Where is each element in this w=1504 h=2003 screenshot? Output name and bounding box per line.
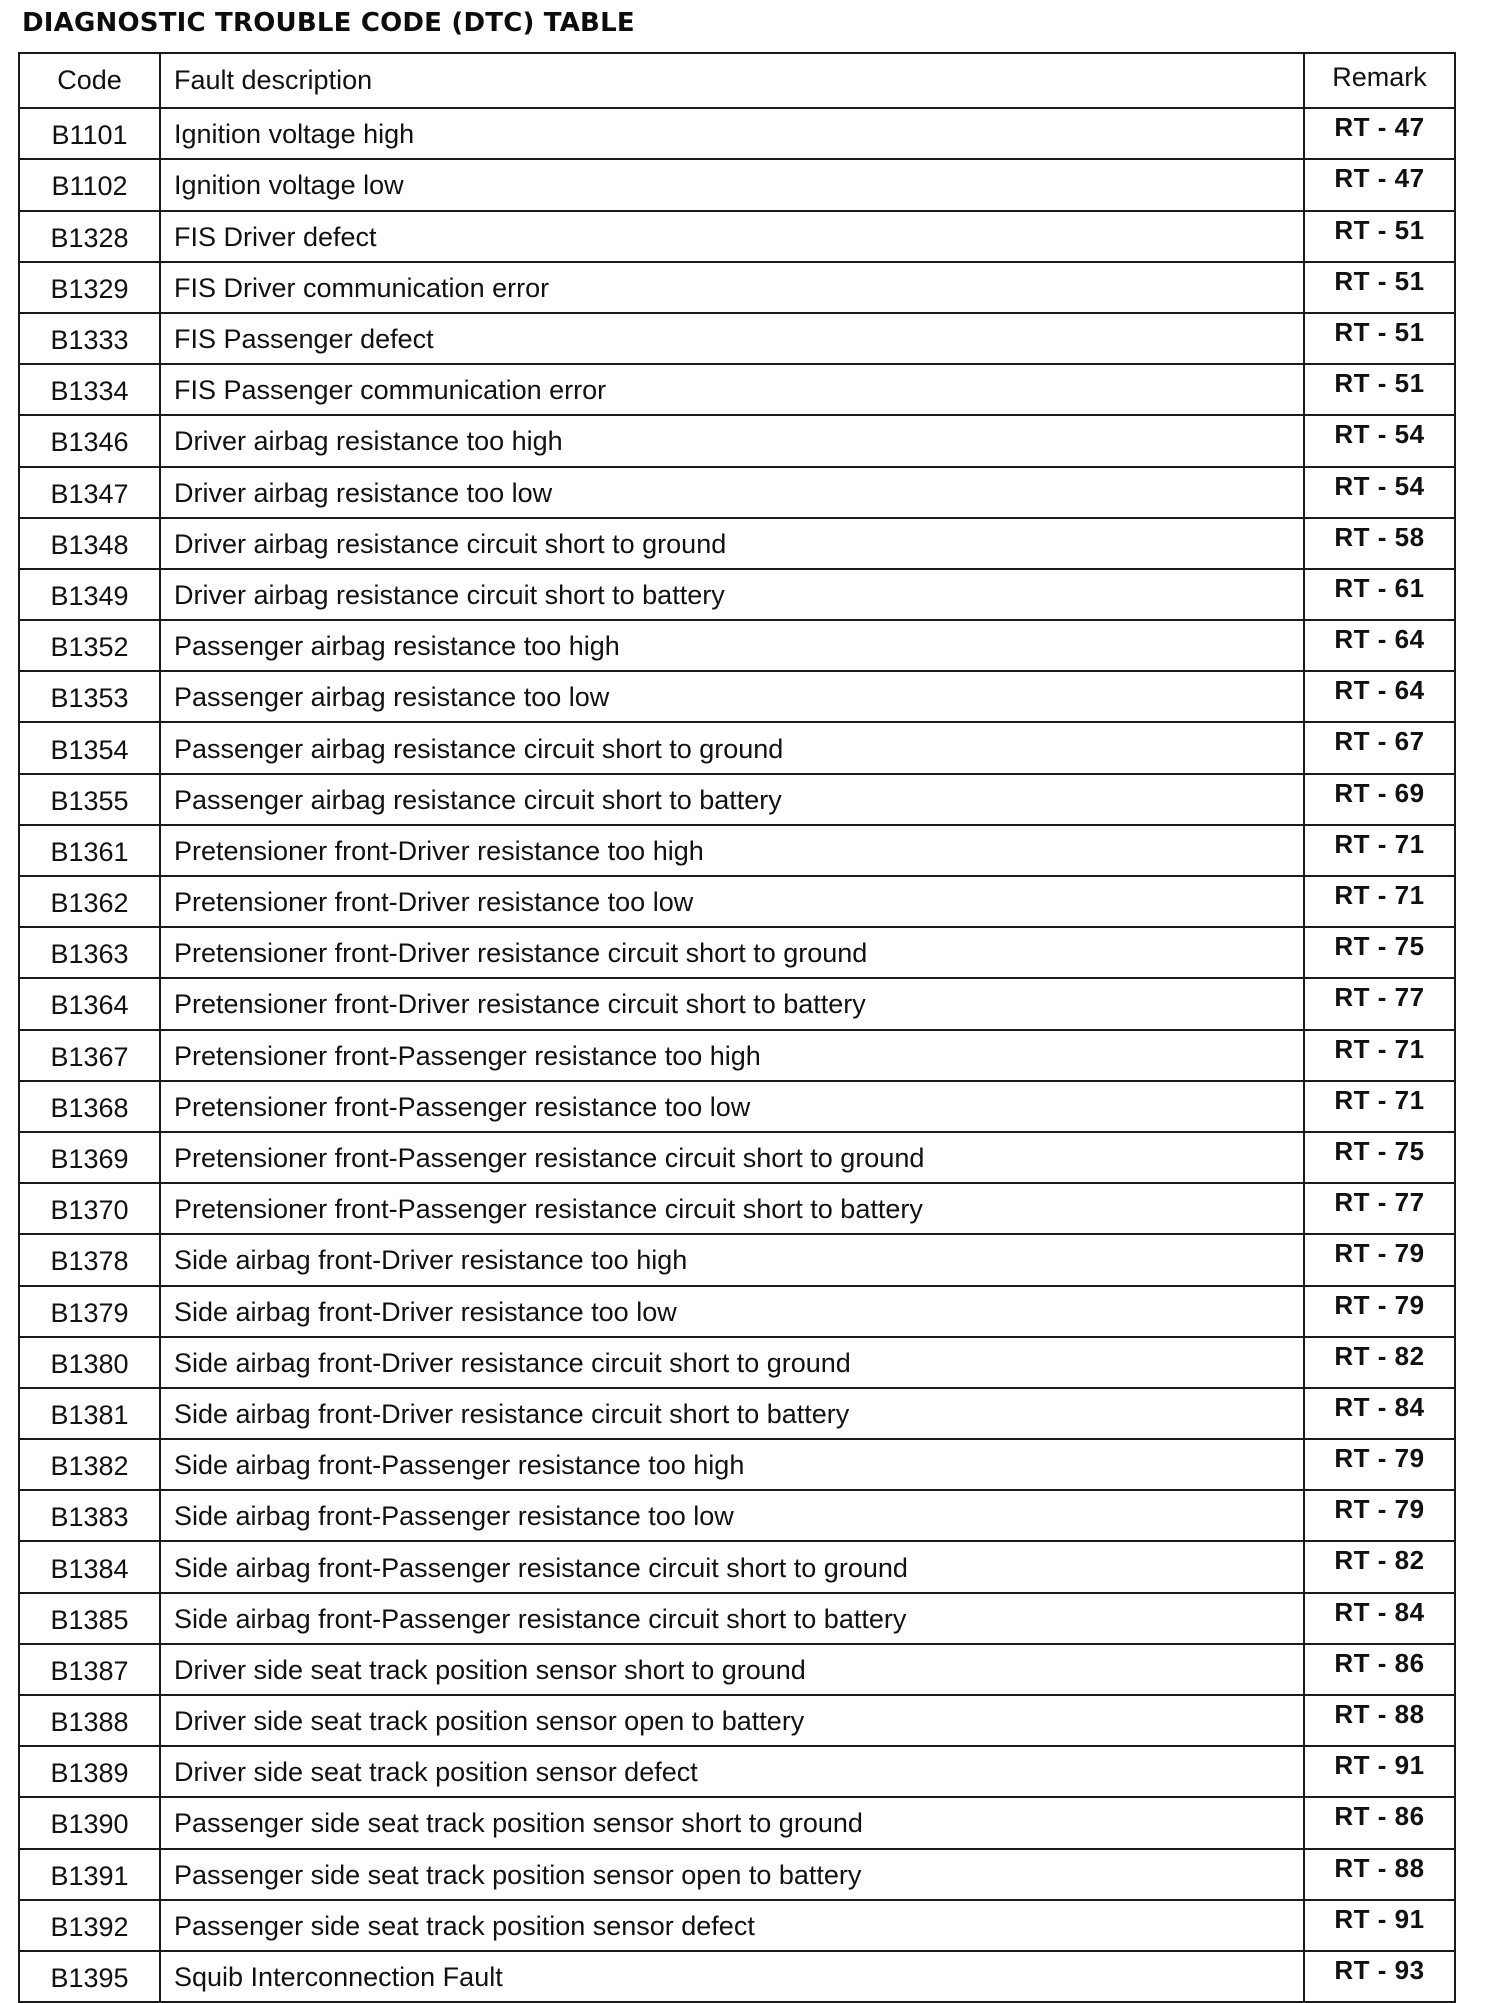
table-row	[19, 262, 1455, 313]
header-row	[19, 53, 1455, 108]
fault-description-cell: FIS Driver communication error	[160, 262, 1304, 313]
table-row	[19, 1337, 1455, 1388]
remark-cell: RT - 51	[1304, 211, 1455, 262]
fault-description-cell: FIS Passenger defect	[160, 313, 1304, 364]
remark-cell: RT - 47	[1304, 108, 1455, 159]
remark-cell: RT - 84	[1304, 1388, 1455, 1439]
table-header	[19, 53, 1455, 108]
dtc-code-cell: B1369	[19, 1132, 160, 1183]
fault-description-cell: Pretensioner front-Passenger resistance circuit short to battery	[160, 1183, 1304, 1234]
dtc-code-cell: B1347	[19, 467, 160, 518]
remark-cell: RT - 67	[1304, 722, 1455, 773]
fault-description-cell: Ignition voltage low	[160, 159, 1304, 210]
remark-cell: RT - 86	[1304, 1644, 1455, 1695]
table-row	[19, 1746, 1455, 1797]
table-row	[19, 1286, 1455, 1337]
remark-cell: RT - 51	[1304, 313, 1455, 364]
table-row	[19, 108, 1455, 159]
dtc-code-cell: B1328	[19, 211, 160, 262]
dtc-code-cell: B1367	[19, 1030, 160, 1081]
table-row	[19, 467, 1455, 518]
table-row	[19, 1541, 1455, 1592]
table-row	[19, 978, 1455, 1029]
column-header-description: Fault description	[160, 53, 1304, 108]
remark-cell: RT - 71	[1304, 1081, 1455, 1132]
fault-description-cell: Passenger side seat track position sensor short to ground	[160, 1797, 1304, 1848]
fault-description-cell: Ignition voltage high	[160, 108, 1304, 159]
table-row	[19, 825, 1455, 876]
remark-cell: RT - 79	[1304, 1286, 1455, 1337]
remark-cell: RT - 61	[1304, 569, 1455, 620]
remark-cell: RT - 82	[1304, 1541, 1455, 1592]
remark-cell: RT - 84	[1304, 1593, 1455, 1644]
fault-description-cell: Squib Interconnection Fault	[160, 1951, 1304, 2002]
remark-cell: RT - 64	[1304, 671, 1455, 722]
dtc-code-cell: B1379	[19, 1286, 160, 1337]
dtc-code-cell: B1102	[19, 159, 160, 210]
dtc-code-cell: B1364	[19, 978, 160, 1029]
remark-cell: RT - 91	[1304, 1900, 1455, 1951]
remark-cell: RT - 79	[1304, 1490, 1455, 1541]
dtc-code-cell: B1388	[19, 1695, 160, 1746]
remark-cell: RT - 75	[1304, 927, 1455, 978]
table-row	[19, 1030, 1455, 1081]
remark-cell: RT - 54	[1304, 467, 1455, 518]
table-row	[19, 876, 1455, 927]
table-row	[19, 1183, 1455, 1234]
remark-cell: RT - 79	[1304, 1234, 1455, 1285]
dtc-code-cell: B1380	[19, 1337, 160, 1388]
dtc-code-cell: B1349	[19, 569, 160, 620]
dtc-code-cell: B1381	[19, 1388, 160, 1439]
fault-description-cell: Side airbag front-Driver resistance circuit short to ground	[160, 1337, 1304, 1388]
remark-cell: RT - 79	[1304, 1439, 1455, 1490]
table-row	[19, 211, 1455, 262]
fault-description-cell: FIS Passenger communication error	[160, 364, 1304, 415]
remark-cell: RT - 77	[1304, 1183, 1455, 1234]
table-row	[19, 1695, 1455, 1746]
dtc-code-cell: B1378	[19, 1234, 160, 1285]
column-header-code: Code	[19, 53, 160, 108]
table-row	[19, 774, 1455, 825]
dtc-code-cell: B1362	[19, 876, 160, 927]
table-row	[19, 1849, 1455, 1900]
dtc-code-cell: B1355	[19, 774, 160, 825]
table-row	[19, 1951, 1455, 2002]
dtc-code-cell: B1383	[19, 1490, 160, 1541]
dtc-code-cell: B1348	[19, 518, 160, 569]
dtc-code-cell: B1391	[19, 1849, 160, 1900]
remark-cell: RT - 71	[1304, 825, 1455, 876]
table-row	[19, 927, 1455, 978]
fault-description-cell: Driver side seat track position sensor open to battery	[160, 1695, 1304, 1746]
dtc-code-cell: B1392	[19, 1900, 160, 1951]
table-row	[19, 1900, 1455, 1951]
remark-cell: RT - 91	[1304, 1746, 1455, 1797]
fault-description-cell: Side airbag front-Driver resistance too low	[160, 1286, 1304, 1337]
fault-description-cell: FIS Driver defect	[160, 211, 1304, 262]
remark-cell: RT - 71	[1304, 1030, 1455, 1081]
fault-description-cell: Driver side seat track position sensor short to ground	[160, 1644, 1304, 1695]
dtc-table	[18, 52, 1456, 2003]
table-body	[19, 108, 1455, 2002]
page-title: DIAGNOSTIC TROUBLE CODE (DTC) TABLE	[22, 8, 635, 38]
table-row	[19, 364, 1455, 415]
fault-description-cell: Side airbag front-Driver resistance circuit short to battery	[160, 1388, 1304, 1439]
table-row	[19, 1439, 1455, 1490]
fault-description-cell: Passenger airbag resistance circuit short to battery	[160, 774, 1304, 825]
dtc-code-cell: B1389	[19, 1746, 160, 1797]
fault-description-cell: Driver airbag resistance circuit short to battery	[160, 569, 1304, 620]
remark-cell: RT - 69	[1304, 774, 1455, 825]
dtc-code-cell: B1363	[19, 927, 160, 978]
table-row	[19, 722, 1455, 773]
fault-description-cell: Driver airbag resistance circuit short to ground	[160, 518, 1304, 569]
dtc-code-cell: B1370	[19, 1183, 160, 1234]
remark-cell: RT - 88	[1304, 1849, 1455, 1900]
remark-cell: RT - 75	[1304, 1132, 1455, 1183]
dtc-code-cell: B1387	[19, 1644, 160, 1695]
table-row	[19, 1490, 1455, 1541]
table-row	[19, 671, 1455, 722]
table-row	[19, 415, 1455, 466]
fault-description-cell: Side airbag front-Passenger resistance too high	[160, 1439, 1304, 1490]
remark-cell: RT - 51	[1304, 364, 1455, 415]
fault-description-cell: Side airbag front-Driver resistance too high	[160, 1234, 1304, 1285]
dtc-code-cell: B1361	[19, 825, 160, 876]
fault-description-cell: Driver side seat track position sensor defect	[160, 1746, 1304, 1797]
fault-description-cell: Driver airbag resistance too low	[160, 467, 1304, 518]
table-row	[19, 1644, 1455, 1695]
dtc-code-cell: B1346	[19, 415, 160, 466]
table-row	[19, 1081, 1455, 1132]
fault-description-cell: Passenger side seat track position sensor open to battery	[160, 1849, 1304, 1900]
dtc-code-cell: B1334	[19, 364, 160, 415]
dtc-code-cell: B1333	[19, 313, 160, 364]
remark-cell: RT - 47	[1304, 159, 1455, 210]
fault-description-cell: Passenger airbag resistance too high	[160, 620, 1304, 671]
fault-description-cell: Pretensioner front-Passenger resistance too high	[160, 1030, 1304, 1081]
table-row	[19, 1797, 1455, 1848]
dtc-code-cell: B1390	[19, 1797, 160, 1848]
dtc-code-cell: B1352	[19, 620, 160, 671]
fault-description-cell: Pretensioner front-Driver resistance too low	[160, 876, 1304, 927]
dtc-code-cell: B1101	[19, 108, 160, 159]
fault-description-cell: Side airbag front-Passenger resistance circuit short to battery	[160, 1593, 1304, 1644]
table-row	[19, 620, 1455, 671]
remark-cell: RT - 54	[1304, 415, 1455, 466]
fault-description-cell: Passenger airbag resistance circuit short to ground	[160, 722, 1304, 773]
fault-description-cell: Driver airbag resistance too high	[160, 415, 1304, 466]
table-row	[19, 1388, 1455, 1439]
table-row	[19, 1234, 1455, 1285]
remark-cell: RT - 77	[1304, 978, 1455, 1029]
dtc-code-cell: B1354	[19, 722, 160, 773]
fault-description-cell: Side airbag front-Passenger resistance circuit short to ground	[160, 1541, 1304, 1592]
dtc-code-cell: B1382	[19, 1439, 160, 1490]
remark-cell: RT - 58	[1304, 518, 1455, 569]
table-row	[19, 1132, 1455, 1183]
remark-cell: RT - 88	[1304, 1695, 1455, 1746]
fault-description-cell: Pretensioner front-Driver resistance circuit short to ground	[160, 927, 1304, 978]
fault-description-cell: Side airbag front-Passenger resistance too low	[160, 1490, 1304, 1541]
table-row	[19, 313, 1455, 364]
remark-cell: RT - 82	[1304, 1337, 1455, 1388]
remark-cell: RT - 71	[1304, 876, 1455, 927]
dtc-code-cell: B1385	[19, 1593, 160, 1644]
dtc-code-cell: B1368	[19, 1081, 160, 1132]
remark-cell: RT - 93	[1304, 1951, 1455, 2002]
table-row	[19, 518, 1455, 569]
table-row	[19, 1593, 1455, 1644]
dtc-code-cell: B1353	[19, 671, 160, 722]
dtc-code-cell: B1329	[19, 262, 160, 313]
dtc-code-cell: B1384	[19, 1541, 160, 1592]
remark-cell: RT - 64	[1304, 620, 1455, 671]
fault-description-cell: Passenger airbag resistance too low	[160, 671, 1304, 722]
fault-description-cell: Pretensioner front-Driver resistance circuit short to battery	[160, 978, 1304, 1029]
fault-description-cell: Passenger side seat track position sensor defect	[160, 1900, 1304, 1951]
column-header-remark: Remark	[1304, 53, 1455, 108]
fault-description-cell: Pretensioner front-Passenger resistance circuit short to ground	[160, 1132, 1304, 1183]
table-row	[19, 569, 1455, 620]
remark-cell: RT - 86	[1304, 1797, 1455, 1848]
fault-description-cell: Pretensioner front-Passenger resistance too low	[160, 1081, 1304, 1132]
fault-description-cell: Pretensioner front-Driver resistance too high	[160, 825, 1304, 876]
remark-cell: RT - 51	[1304, 262, 1455, 313]
table-row	[19, 159, 1455, 210]
dtc-code-cell: B1395	[19, 1951, 160, 2002]
